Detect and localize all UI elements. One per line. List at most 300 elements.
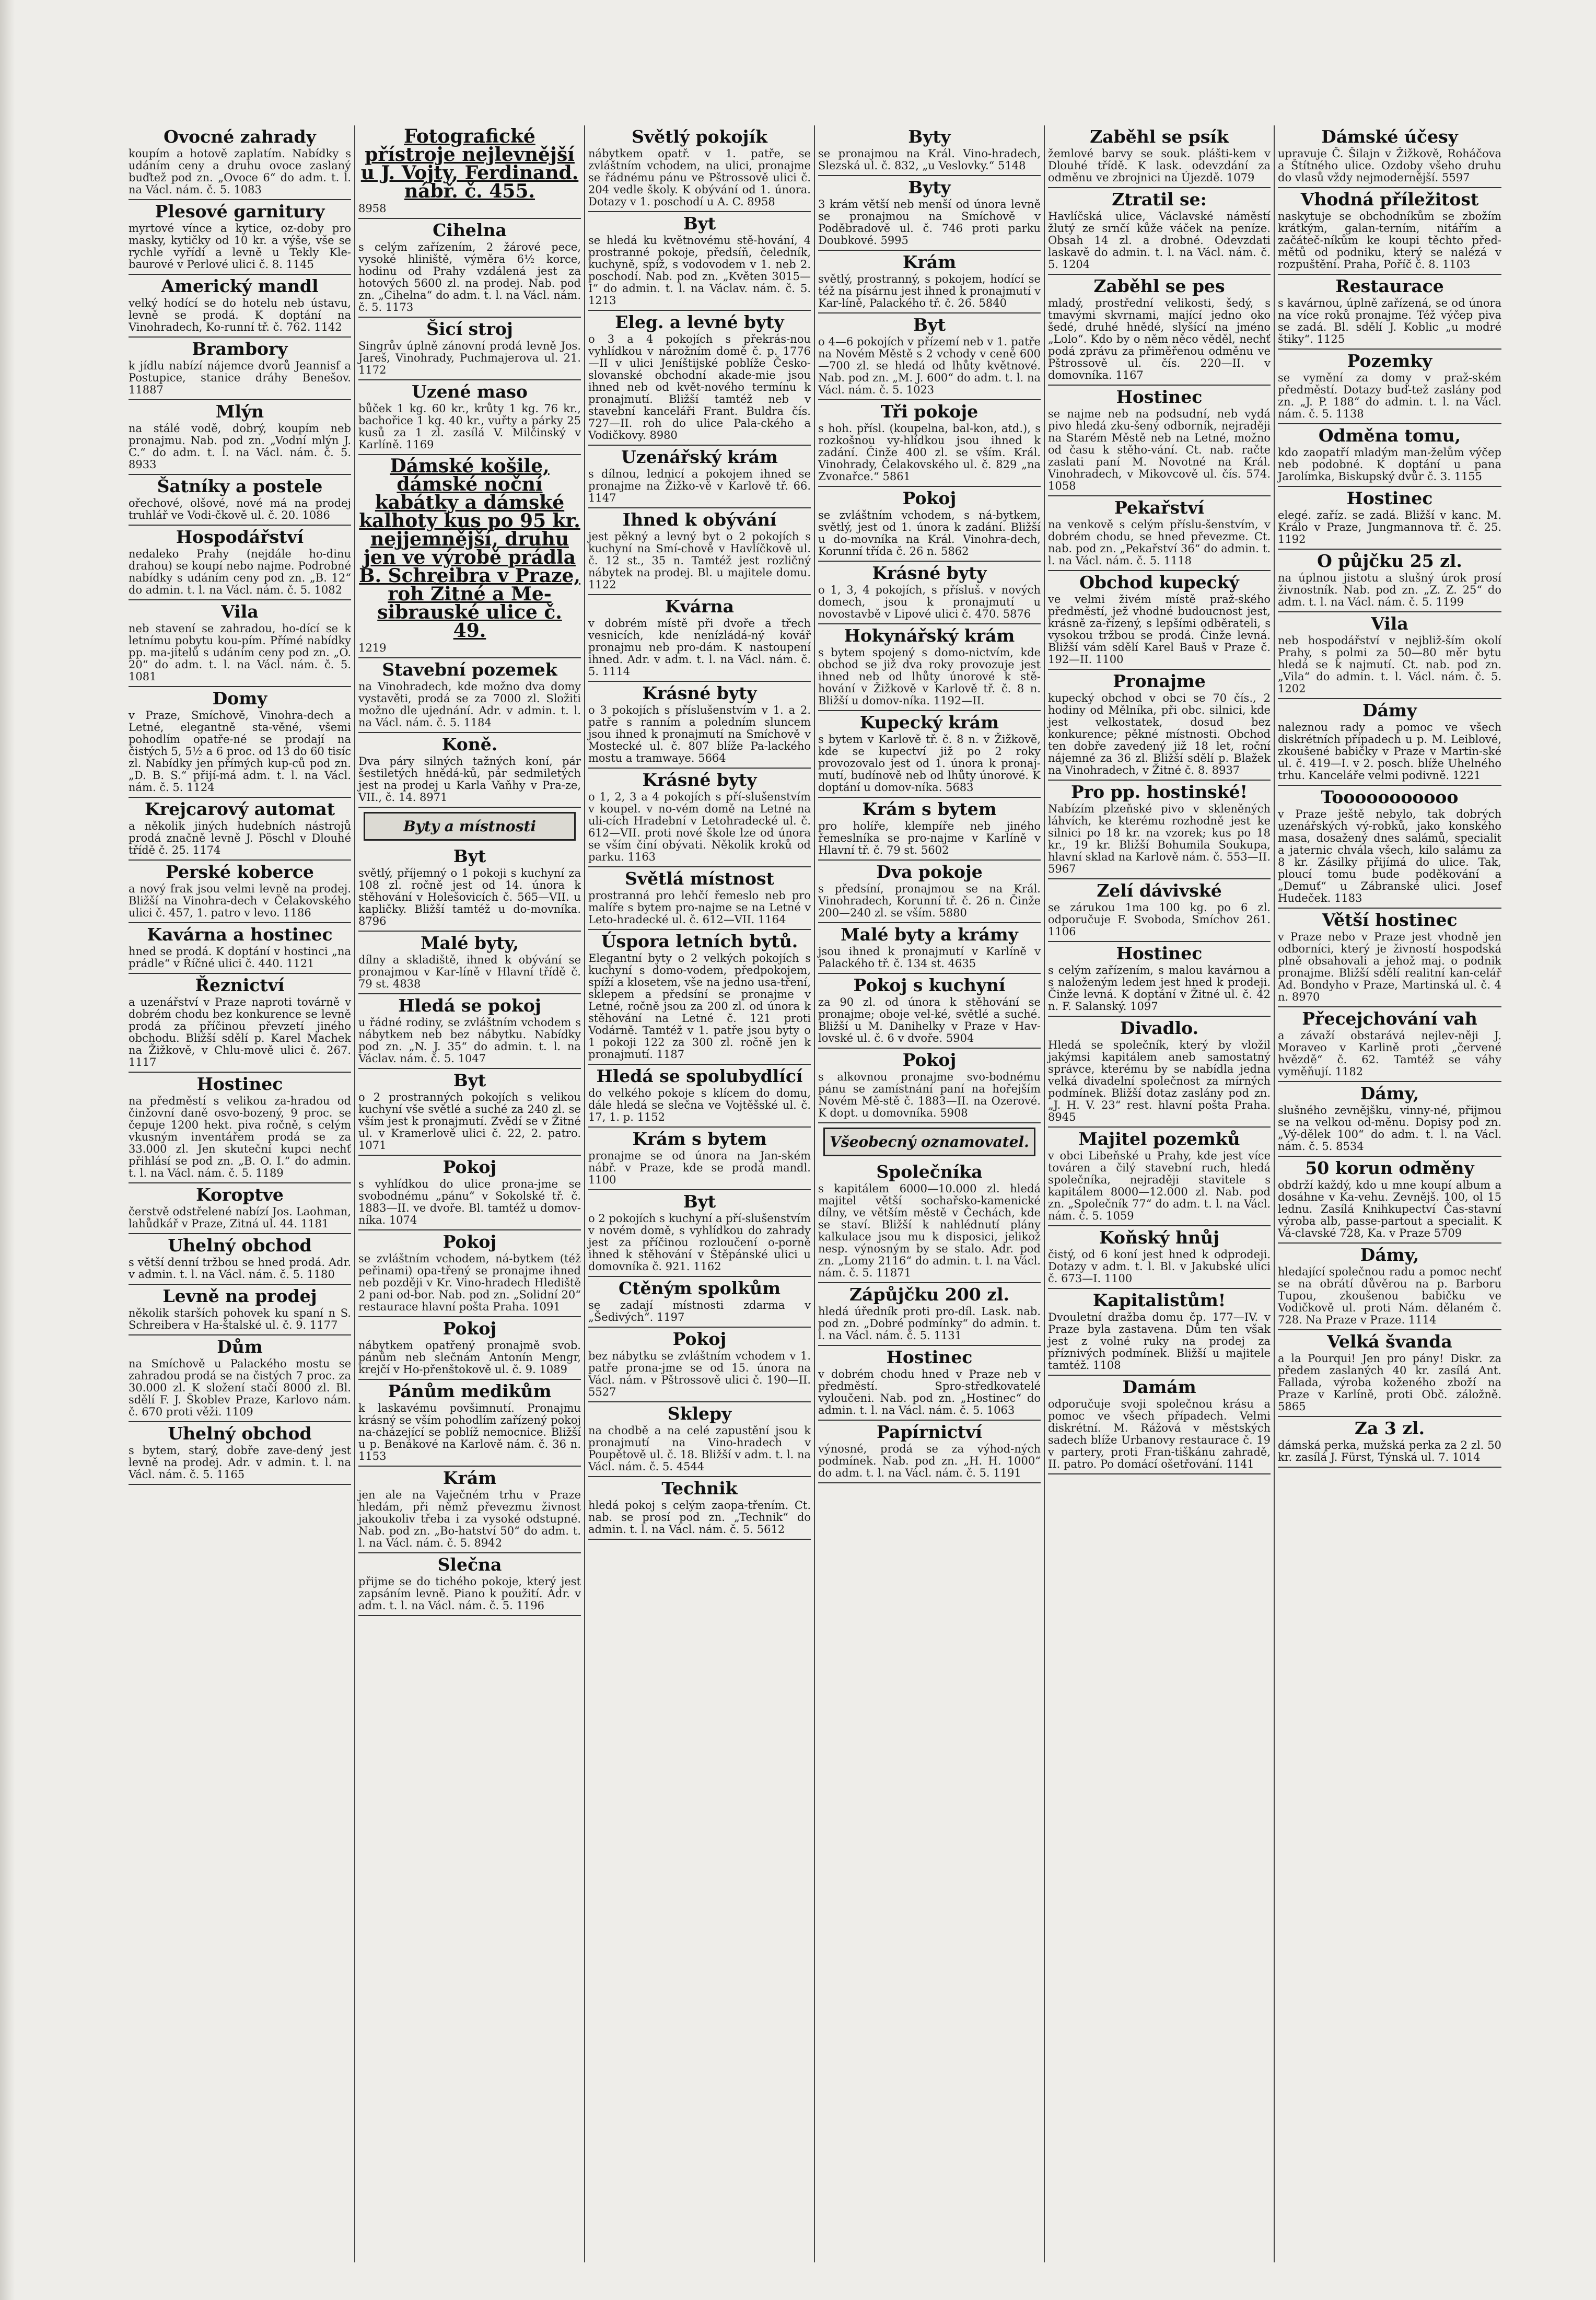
- ad-title: Za 3 zl.: [1354, 1418, 1425, 1438]
- ad-text: hledající společnou radu a pomoc nechť se na obrátí důvěrou na p. Barboru Tupou, zkoušenou babičku ve Vodičkově ul. proti Nám. dělaném č. 728. Na Praze v Praze. 1114: [1278, 1265, 1501, 1326]
- ad-text: do velkého pokoje s klícem do domu, dále hledá se slečna ve Vojtěšské ul. č. 17, 1. p. 1152: [588, 1087, 811, 1123]
- ad-title: O půjčku 25 zl.: [1317, 551, 1462, 571]
- ad-text: o 2 prostranných pokojích s velikou kuchyní vše světlé a suché za 240 zl. se vším jest k pronajmutí. Zvědí se v Žitné ul. v Kramerlově ulici č. 22, 2. patro. 1071: [358, 1091, 581, 1152]
- classified-ad: [1048, 942, 1271, 1017]
- classified-ad: [129, 861, 351, 923]
- ad-text: nábytkem opatřený pronajmě svob. pánům neb slečnám Antonín Mengr, krejčí v Ho-přenštokově ul. č. 9. 1089: [358, 1339, 581, 1376]
- classified-ad: [129, 923, 351, 974]
- ad-text: o 3 a 4 pokojích s překrás-nou vyhlídkou v nárožním domě č. p. 1776—II v ulici Jeníštijské poblíže Česko-slovanské obchodní akade-mie jsou ihned neb od květ-nového termínu k pronajmutí. Bližší tamtéž neb v stavební kanceláři Frant. Buldra čís. 727—II. roh do ulice Pala-ckého a Vodičkovy. 8980: [588, 333, 811, 442]
- column-5: [1045, 125, 1275, 2262]
- classified-ad: [1048, 879, 1271, 942]
- ad-title: Dva pokoje: [876, 862, 983, 882]
- classified-ad: [1278, 550, 1501, 612]
- ad-title: Světlý pokojík: [632, 126, 767, 147]
- classified-columns: [125, 125, 1505, 2262]
- ad-text: na předměstí s velikou za-hradou od činžovní daně osvo-bozený, 9 proc. se čepuje 1200 hekt. piva ročně, s celým vkusným inventářem prodá se za 33.000 zl. Jen skuteční kupci nechť přihlásí se pod zn. „B. O. I.“ do admin. t. l. na Václ. nám. č. 5. 1189: [129, 1095, 351, 1179]
- classified-ad: [358, 845, 581, 932]
- classified-ad: [818, 1160, 1041, 1283]
- ad-title: Kvárna: [665, 596, 734, 617]
- ad-title: Odměna tomu,: [1318, 425, 1461, 446]
- ad-title: Pokoj: [442, 1318, 497, 1339]
- classified-ad: [129, 400, 351, 475]
- classified-ad: [818, 798, 1041, 861]
- ad-text: k jídlu nabízí nájemce dvorů Jeannisf a Postupice, stanice dráhy Benešov. 11887: [129, 359, 351, 396]
- ad-text: neb hospodářství v nejbliž-ším okolí Prahy, s polmi za 50—80 měr bytu hledá se k najmutí. Ct. nab. pod zn. „Vila“ do admin. t. l. Václ. nám. č. 5. 1202: [1278, 634, 1501, 695]
- classified-ad: [129, 1422, 351, 1485]
- classified-ad: [358, 1069, 581, 1156]
- ad-title: Dámské účesy: [1321, 126, 1458, 147]
- ad-text: se zvláštním vchodem, s ná-bytkem, světlý, jest od 1. února k zadání. Bližší u do-movníka na Král. Vinohra-dech, Korunní třída č. 26 n. 5862: [818, 509, 1041, 557]
- ad-text: jsou ihned k pronajmutí v Karlíně v Palackého tř. č. 134 st. 4635: [818, 945, 1041, 970]
- ad-title: Plesové garnitury: [155, 201, 325, 222]
- classified-ad: [1048, 1289, 1271, 1376]
- classified-ad: [129, 600, 351, 687]
- classified-ad: [818, 251, 1041, 313]
- classified-ad: [1278, 188, 1501, 275]
- classified-ad: [129, 475, 351, 526]
- classified-ad: [1278, 786, 1501, 909]
- ad-title: Hokynářský krám: [844, 625, 1015, 646]
- ad-text: s kavárnou, úplně zařízená, se od února na více roků pronajme. Též výčep piva se zadá. Bl. sdělí J. Koblic „u modré štiky“. 1125: [1278, 297, 1501, 345]
- ad-text: a uzenářství v Praze naproti továrně v dobrém chodu bez konkurence se levně prodá za příčinou převzetí jiného obchodu. Bližší sdělí p. Karel Machek na Žižkově, v Chlu-mově ulici č. 267. 1117: [129, 996, 351, 1068]
- classified-ad: [129, 200, 351, 275]
- ad-title: Zápůjčku 200 zl.: [849, 1284, 1010, 1305]
- ad-text: dámská perka, mužská perka za 2 zl. 50 kr. zasílá J. Fürst, Týnská ul. 7. 1014: [1278, 1439, 1501, 1463]
- ad-title: Malé byty a krámy: [841, 924, 1018, 945]
- classified-ad: [588, 769, 811, 867]
- ad-title: Ovocné zahrady: [164, 126, 316, 147]
- ad-text: Dvouletní dražba domu čp. 177—IV. v Praze byla zastavena. Dům ten však jest z volné ruky na prodej za příznivých podmínek. Bližší u majitele tamtéž. 1108: [1048, 1311, 1271, 1372]
- ad-text: u řádné rodiny, se zvláštním vchodem s nábytkem neb bez nábytku. Nabídky pod zn. „N. J. 35“ do admin. t. l. na Václav. nám. č. 5. 1047: [358, 1016, 581, 1065]
- classified-ad: [1278, 909, 1501, 1007]
- ad-text: kdo zaopatří mladým man-želům výčep neb podobné. K doptání u pana Jarolímka, Biskupský dvůr č. 3. 1155: [1278, 446, 1501, 483]
- classified-ad: [1278, 487, 1501, 550]
- classified-ad: [1278, 1417, 1501, 1468]
- classified-ad: [1048, 1376, 1271, 1474]
- classified-ad: [1048, 571, 1271, 670]
- ad-text: pronajme se od února na Jan-ském nábř. v Praze, kde se prodá mandl. 1100: [588, 1149, 811, 1186]
- ad-title: Divadlo.: [1120, 1018, 1199, 1038]
- classified-ad: [1278, 125, 1501, 188]
- classified-ad: [818, 1346, 1041, 1421]
- classified-ad: [358, 1156, 581, 1230]
- classified-ad: [1048, 125, 1271, 188]
- ad-text: s dílnou, lednicí a pokojem ihned se pronajme na Žižko-vě v Karlově tř. 66. 1147: [588, 468, 811, 504]
- ad-text: se zárukou 1ma 100 kg. po 6 zl. odporučuje F. Svoboda, Smíchov 261. 1106: [1048, 901, 1271, 938]
- ad-text: kupecký obchod v obci se 70 čís., 2 hodiny od Mělníka, při obc. silnici, kde jest velkostatek, dosud bez konkurence; pěkné místnosti. Obchod ten dobře zavedený již 18 let, roční nájemné za 36 zl. Bližší sdělí p. Blažek na Vinohradech, v Žitné č. 8. 8937: [1048, 692, 1271, 776]
- classified-ad: [129, 338, 351, 400]
- classified-ad: [358, 125, 581, 219]
- classified-ad: [818, 562, 1041, 624]
- ad-text: o 1, 3, 4 pokojích, s přísluš. v nových domech, jsou k pronajmutí u novostavbě v Lipové ulici č. 470. 5876: [818, 584, 1041, 620]
- ad-text: s hoh. přísl. (koupelna, bal-kon, atd.), s rozkošnou vy-hlídkou jsou ihned k zadání. Činže 400 zl. se vším. Král. Vinohrady, Čelakovského ul. č. 829 „na Zvonařce.“ 5861: [818, 422, 1041, 483]
- ad-title: Stavební pozemek: [382, 659, 557, 680]
- ad-text: o 2 pokojích s kuchyní a pří-slušenstvím v novém domě, s vyhlídkou do zahrady jest za příčinou rozloučení o-porně ihned k stěhování v Štěpánské ulici u domovníka č. 921. 1162: [588, 1212, 811, 1273]
- classified-ad: [129, 1183, 351, 1234]
- ad-text: na Smíchově u Palackého mostu se zahradou prodá se na čistých 7 proc. za 30.000 zl. K složení stačí 8000 zl. Bl. sdělí F. J. Škoblev Praze, Karlovo nám. č. 670 proti věži. 1109: [129, 1357, 351, 1418]
- classified-ad: [129, 275, 351, 338]
- ad-text: světlý, příjemný o 1 pokoji s kuchyní za 108 zl. ročně jest od 14. února k stěhování v Holešovicích č. 565—VII. u kapličky. Bližší tamtéž u do-movníka. 8796: [358, 867, 581, 927]
- ad-text: s větší denní tržbou se hned prodá. Adr. v admin. t. l. na Václ. nám. č. 5. 1180: [129, 1256, 351, 1281]
- ad-title: Brambory: [192, 339, 288, 359]
- ad-title: Pozemky: [1347, 351, 1432, 371]
- ad-title: Tři pokoje: [880, 401, 978, 422]
- ad-title: Domy: [212, 688, 267, 708]
- ad-text: se zvláštním vchodem, ná-bytkem (též peřinami) opa-třený se pronajme ihned neb později v Kr. Vino-hradech Hlediště 2 pani od-bor. Nab. pod zn. „Solidní 20“ restaurace hlavní pošta Praha. 1091: [358, 1252, 581, 1313]
- classified-ad: [129, 125, 351, 200]
- classified-ad: [588, 1328, 811, 1402]
- ad-title: Pokoj s kuchyní: [853, 975, 1006, 995]
- ad-text: v Praze ještě nebylo, tak dobrých uzenářských vý-robků, jako konského masa, dosažený dnes salámů, specialit a jaternic chvála všech, kilo salámu za 8 kr. Zásilky přijímá do ulice. Tak, ploucí tomu bude poděkování a „Demuť“ u Zábranské ulici. Josef Hudeček. 1183: [1278, 808, 1501, 904]
- classified-ad: [818, 1283, 1041, 1346]
- ad-text: s bytem spojený s domo-nictvím, kde obchod se již dva roky provozuje jest ihned neb od lhůty únorové k stě-hování v Žižkově v Karlově tř. č. 8 n. Bližší u domov-níka. 1192—II.: [818, 646, 1041, 707]
- ad-title: Krám: [902, 252, 957, 272]
- classified-ad: [588, 212, 811, 311]
- column-6: [1275, 125, 1505, 2262]
- classified-ad: [818, 313, 1041, 400]
- ad-title: Eleg. a levné byty: [615, 312, 784, 332]
- ad-title: Americký mandl: [161, 276, 319, 296]
- ad-text: s alkovnou pronajme svo-bodnému pánu se zamístnání paní na hořejším Novém Mě-stě č. 1883—II. na Ozerové. K dopt. u domovníka. 5908: [818, 1071, 1041, 1119]
- ad-text: na úplnou jistotu a slušný úrok prosí živnostník. Nab. pod zn. „Z. Z. 25“ do adm. t. l. na Václ. nám. č. 5. 1199: [1278, 572, 1501, 608]
- ad-title: Pokoj: [442, 1232, 497, 1252]
- column-2: [355, 125, 585, 2262]
- classified-ad: [1278, 350, 1501, 424]
- classified-ad: [1278, 699, 1501, 786]
- ad-title: Byt: [453, 846, 486, 866]
- ad-text: s kapitálem 6000—10.000 zl. hledá majitel větší sochařsko-kamenické dílny, ve větším městě v Čechách, kde se staví. Bližší k nahlédnutí plány kalkulace jsou mu k disposici, jelikož nesp. výnosným by se stalo. Adr. pod zn. „Lomy 2116“ do admin. t. l. na Václ. nám. č. 5. 11871: [818, 1182, 1041, 1279]
- ad-text: bůček 1 kg. 60 kr., krůty 1 kg. 76 kr., bachořice 1 kg. 40 kr., vuřty a párky 25 kusů za 1 zl. zasílá V. Milčinský v Karlíně. 1169: [358, 402, 581, 451]
- ad-title: Byt: [683, 213, 716, 234]
- ad-text: s celým zařízením, 2 žárové pece, vysoké hliniště, výměra 6½ korce, hodinu od Prahy vzdálená jest za hotových 5600 zl. na prodej. Nab. pod zn. „Cihelna“ do adm. t. l. na Václ. nám. č. 5. 1173: [358, 241, 581, 313]
- ad-text: dílny a skladiště, ihned k obývání se pronajmou v Kar-líně v Hlavní třídě č. 79 st. 4838: [358, 954, 581, 990]
- ad-title: Byt: [453, 1070, 486, 1090]
- ad-text: světlý, prostranný, s pokojem, hodící se též na písárnu jest ihned k pronajmutí v Kar-líně, Palackého tř. č. 26. 5840: [818, 273, 1041, 309]
- ad-text: hledá pokoj s celým zaopa-třením. Ct. nab. se prosí pod zn. „Technik“ do admin. t. l. na Václ. nám. č. 5. 5612: [588, 1499, 811, 1536]
- ad-title: Velká švanda: [1327, 1331, 1452, 1352]
- ad-title: Větší hostinec: [1322, 910, 1458, 930]
- ad-text: s vyhlídkou do ulice prona-jme se svobodnému „pánu“ v Sokolské tř. č. 1883—II. ve dvoře. Bl. tamtéž u domov-níka. 1074: [358, 1178, 581, 1226]
- ad-text: nedaleko Prahy (nejdále ho-dinu drahou) se koupí nebo najme. Podrobné nabídky s udáním ceny pod zn. „B. 12“ do admin. t. l. na Václ. nám. č. 5. 1082: [129, 548, 351, 596]
- classified-ad: [818, 1421, 1041, 1483]
- ad-text: s bytem v Karlově tř. č. 8 n. v Žižkově, kde se kupectví již po 2 roky provozovalo jest od 1. února k pronaj-mutí, budínově neb od lhůty únorové. K doptání u domov-níka. 5683: [818, 733, 1041, 794]
- ad-text: se vymění za domy v praž-ském předměstí. Dotazy buď-tež zaslány pod zn. „J. P. 188“ do admin. t. l. na Václ. nám. č. 5. 1138: [1278, 371, 1501, 420]
- ad-title: Dům: [217, 1337, 263, 1357]
- ad-title: Krejcarový automat: [145, 799, 335, 819]
- ad-title: Dámské košile, dámské noční kabátky a dámské kalhoty kus po 95 kr. nejjemnější, druhu jen ve výrobě prádla B. Schreibra v Praze, roh Žitné a Me-sibrauské ulice č. 49.: [359, 455, 580, 642]
- ad-text: v Praze, Smíchově, Vinohra-dech a Letné, elegantně sta-věné, všemi pohodlím opatře-né se prodají na čistých 5, 5½ a 6 proc. od 13 do 60 tisíc zl. Nabídky jen přímých kup-ců pod zn. „D. B. S.“ přijí-má adm. t. l. na Václ. nám. č. 5. 1124: [129, 709, 351, 794]
- ad-title: Šicí stroj: [426, 319, 513, 339]
- ad-title: Hostinec: [1346, 488, 1433, 508]
- classified-ad: [358, 994, 581, 1069]
- ad-text: a la Pourqui! Jen pro pány! Diskr. za předem zaslaných 40 kr. zasílá Ant. Fallada, výroba koženého zboží na Praze v Karlíně, proti Obč. záložně. 5865: [1278, 1352, 1501, 1413]
- ad-text: myrtové vínce a kytice, oz-doby pro masky, kytičky od 10 kr. a výše, vše se rychle vyřídí a levně u Tekly Kle-baurové v Perlové ulici č. 8. 1145: [129, 222, 351, 271]
- ad-title: Hostinec: [1116, 943, 1203, 963]
- classified-ad: [1048, 275, 1271, 386]
- column-1: [125, 125, 355, 2262]
- ad-text: se zadají místnosti zdarma v „Šedivých“. 1197: [588, 1299, 811, 1323]
- classified-ad: [129, 1073, 351, 1183]
- ad-title: Majitel pozemků: [1078, 1129, 1240, 1149]
- classified-ad: [358, 1380, 581, 1467]
- ad-title: Obchod kupecký: [1079, 572, 1239, 593]
- ad-text: bez nábytku se zvláštním vchodem v 1. patře prona-jme se od 15. února na Václ. nám. v Pštrossově ulici č. 190—II. 5527: [588, 1350, 811, 1398]
- ad-text: přijme se do tichého pokoje, který jest zapsáním levně. Piano k použití. Adr. v adm. t. l. na Václ. nám. č. 5. 1196: [358, 1575, 581, 1612]
- classified-ad: [588, 595, 811, 682]
- classified-ad: [1278, 1007, 1501, 1082]
- ad-title: Pokoj: [902, 1050, 957, 1070]
- classified-ad: [818, 125, 1041, 176]
- ad-title: Společníka: [876, 1161, 983, 1182]
- ad-text: naskytuje se obchodníkům se zbožím krátkým, galan-terním, nitářím a začáteč-níkům ke koupi těchto před-mětů od podniku, který se nalézá v rozpuštění. Praha, Poříč č. 8. 1103: [1278, 210, 1501, 271]
- ad-title: Kupecký krám: [859, 712, 999, 733]
- classified-ad: [588, 1065, 811, 1128]
- classified-ad: [129, 1335, 351, 1422]
- ad-title: Uhelný obchod: [168, 1235, 312, 1256]
- classified-ad: [588, 867, 811, 930]
- classified-ad: [818, 176, 1041, 251]
- ad-title: Perské koberce: [166, 862, 314, 882]
- ad-text: v dobrém místě při dvoře a třech vesnicích, kde nenízládá-ný kovář pronajmu neb pro-dám. K nastoupení ihned. Adr. v adm. t. l. na Václ. nám. č. 5. 1114: [588, 617, 811, 678]
- ad-title: Koňský hnůj: [1099, 1227, 1219, 1248]
- ad-text: nábytkem opatř. v 1. patře, se zvláštním vchodem, na ulici, pronajme se řádnému pánu ve Pštrossově ulici č. 204 vedle školy. K obývání od 1. února. Dotazy v 1. poschodí u A. C. 8958: [588, 147, 811, 208]
- classified-ad: [588, 1477, 811, 1540]
- ad-text: s celým zařízením, s malou kavárnou a s naloženým ledem jest hned k prodeji. Činže levná. K doptání v Žitné ul. č. 42 n. F. Salanský. 1097: [1048, 964, 1271, 1013]
- ad-title: Pokoj: [442, 1157, 497, 1177]
- classified-ad: [818, 923, 1041, 974]
- ad-title: Hledá se pokoj: [398, 995, 541, 1016]
- ad-text: za 90 zl. od února k stěhování se pronajme; oboje vel-ké, světlé a suché. Bližší u M. Danihelky v Praze v Hav-lovské ul. č. 6 v dvoře. 5904: [818, 996, 1041, 1044]
- ad-text: mladý, prostřední velikosti, šedý, s tmavými skvrnami, mající jedno oko šedé, druhé hnědé, slyšící na jméno „Lolo“. Kdo by o něm něco věděl, nechť podá zprávu za přiměřenou odměnu ve Pštrossově ul. čís. 220—II. v domovníka. 1167: [1048, 297, 1271, 381]
- ad-title: Vila: [1371, 613, 1408, 634]
- classified-ad: [1048, 1226, 1271, 1289]
- ad-title: Zaběhl se pes: [1093, 276, 1225, 296]
- ad-title: Kavárna a hostinec: [147, 924, 333, 945]
- ad-text: v Praze nebo v Praze jest vhodně jen odborníci, který je živností hospodská plně obsahovali a jehož maj. o podnik pronajme. Bližší sdělí realitní kan-celář Ad. Bondyho v Praze, Martinská ul. č. 4 n. 8970: [1278, 931, 1501, 1003]
- classified-ad: [358, 1467, 581, 1553]
- ad-text: hledá úředník proti pro-díl. Lask. nab. pod zn. „Dobré podmínky“ do admin. t. l. na Václ. nám. č. 5. 1131: [818, 1305, 1041, 1342]
- ad-text: výnosné, prodá se za výhod-ných podmínek. Nab. pod zn. „H. H. 1000“ do adm. t. l. na Václ. nám. č. 5. 1191: [818, 1443, 1041, 1479]
- ad-title: Pro pp. hostinské!: [1070, 782, 1248, 802]
- ad-title: Krám: [442, 1468, 497, 1488]
- ad-text: Hledá se společník, který by vložil jakýmsi kapitálem aneb samostatný správce, kterému by se nabídla jedna velká divadelní společnost za mírných podmínek. Bližší dotaz zaslány pod zn. „J. H. V. 23“ rest. hlavní pošta Praha. 8945: [1048, 1039, 1271, 1123]
- classified-ad: [1048, 670, 1271, 781]
- ad-title: Koně.: [441, 734, 498, 754]
- ad-title: Řeznictví: [195, 975, 285, 995]
- classified-ad: [1048, 1128, 1271, 1226]
- classified-ad: [588, 446, 811, 508]
- ad-title: Pokoj: [902, 488, 957, 508]
- ad-text: žemlové barvy se souk. plášti-kem v Dlouhé třídě. K lask. odevzdání za odměnu ve zbrojnici na Újezdě. 1079: [1048, 147, 1271, 184]
- classified-ad: [129, 974, 351, 1073]
- classified-ad: [588, 125, 811, 212]
- ad-title: Uzenářský krám: [621, 447, 778, 467]
- ad-title: Krám s bytem: [632, 1129, 767, 1149]
- ad-text: odporučuje svoji společnou krásu a pomoc ve všech případech. Velmi diskrétní. M. Rážová v městských sadech blíže Urbanovy restaurace č. 19 v partery, proti Fran-tiškánu zahradě, II. patro. Po domácí ošetřování. 1141: [1048, 1398, 1271, 1470]
- classified-ad: [588, 1190, 811, 1277]
- section-heading-box: Byty a místnosti: [364, 812, 576, 841]
- classified-ad: [1048, 188, 1271, 275]
- ad-title: Hospodářství: [176, 527, 304, 547]
- ad-text: jen ale na Vaječném trhu v Praze hledám, při němž převezmu živnost jakoukoliv třeba i za vysoké odstupné. Nab. pod zn. „Bo-hatství 50“ do adm. t. l. na Václ. nám. č. 5. 8942: [358, 1489, 581, 1549]
- classified-ad: [818, 861, 1041, 923]
- classified-ad: [588, 930, 811, 1065]
- ad-title: Krásné byty: [872, 563, 987, 583]
- ad-text: s bytem, starý, dobře zave-dený jest levně na prodej. Adr. v admin. t. l. na Václ. nám. č. 5. 1165: [129, 1444, 351, 1481]
- classified-ad: [358, 455, 581, 658]
- classified-ad: [588, 1277, 811, 1328]
- ad-text: Havlíčská ulice, Václavské náměstí žlutý ze srnčí kůže váček na peníze. Obsah 14 zl. a drobné. Odevzdati laskavě do admin. t. l. na Václ. nám. č. 5. 1204: [1048, 210, 1271, 271]
- classified-ad: [358, 1317, 581, 1380]
- classified-ad: [358, 219, 581, 318]
- ad-title: Levně na prodej: [162, 1286, 317, 1306]
- ad-text: na chodbě a na celé zapustění jsou k pronajmutí na Vino-hradech v Poupětově ul. č. 18. Bližší v adm. t. l. na Václ. nám. č. 5. 4544: [588, 1424, 811, 1473]
- ad-text: na stálé vodě, dobrý, koupím neb pronajmu. Nab. pod zn. „Vodní mlýn J. C.“ do adm. t. l. na Václ. nám. č. 5. 8933: [129, 422, 351, 471]
- ad-text: s předsíní, pronajmou se na Král. Vinohradech, Korunní tř. č. 26 n. Činže 200—240 zl. se vším. 5880: [818, 882, 1041, 919]
- ad-text: a několik jiných hudebních nástrojů prodá značně levně J. Pöschl v Dlouhé třídě č. 25. 1174: [129, 820, 351, 856]
- ad-text: o 4—6 pokojích v přízemí neb v 1. patře na Novém Městě s 2 vchody v ceně 600—700 zl. se hledá od lhůty květnové. Nab. pod zn. „M. J. 600“ do adm. t. l. na Václ. nám. č. 5. 1023: [818, 335, 1041, 396]
- classified-ad: [129, 526, 351, 600]
- classified-ad: [588, 1128, 811, 1190]
- ad-title: Hostinec: [196, 1074, 283, 1094]
- ad-text: se hledá ku květnovému stě-hování, 4 prostranné pokoje, předsíň, čeledník, kuchyně, spíž, s vodovodem v 1. neb 2. poschodí. Nab. pod zn. „Květen 3015—I“ do admin. t. l. na Václav. nám. č. 5. 1213: [588, 234, 811, 307]
- section-heading-box: Všeobecný oznamovatel.: [823, 1128, 1035, 1156]
- classified-ad: [129, 1234, 351, 1285]
- ad-title: Mlýn: [215, 401, 264, 422]
- ad-title: Hostinec: [886, 1347, 973, 1367]
- ad-title: Dámy,: [1360, 1245, 1419, 1265]
- ad-title: Vhodná příležitost: [1300, 189, 1479, 210]
- ad-title: Pokoj: [672, 1329, 727, 1349]
- classified-ad: [1048, 1017, 1271, 1128]
- ad-title: Hostinec: [1116, 387, 1203, 407]
- classified-ad: [129, 687, 351, 798]
- classified-ad: [1278, 1330, 1501, 1417]
- ad-title: Ctěným spolkům: [618, 1278, 781, 1298]
- classified-ad: [818, 624, 1041, 711]
- classified-ad: [358, 318, 581, 380]
- ad-title: Byty: [908, 126, 951, 147]
- ad-title: Uhelný obchod: [168, 1423, 312, 1444]
- classified-ad: [588, 682, 811, 769]
- classified-ad: [129, 798, 351, 861]
- ad-text: velký hodící se do hotelu neb ústavu, levně se prodá. K doptání na Vinohradech, Ko-runní tř. č. 762. 1142: [129, 297, 351, 333]
- ad-text: 3 krám větší neb menší od února levně se pronajmou na Smíchově v Poděbradově ul. č. 746 proti parku Doubkové. 5995: [818, 198, 1041, 247]
- ad-title: Sklepy: [667, 1403, 732, 1424]
- ad-text: se pronajmou na Král. Vino-hradech, Slezská ul. č. 832, „u Veslovky.“ 5148: [818, 147, 1041, 172]
- classified-ad: [129, 1285, 351, 1335]
- classified-ad: [358, 733, 581, 808]
- ad-title: 50 korun odměny: [1305, 1158, 1474, 1178]
- ad-title: Pánům medikům: [388, 1381, 552, 1401]
- ad-text: se najme neb na podsudní, neb vydá pivo hledá zku-šený odborník, nejraději na Starém Městě neb na Letné, možno od času k stěho-vání. Ct. nab. račte zaslati paní M. Novotné na Král. Vinohradech, v Mikovcově ul. čís. 574. 1058: [1048, 408, 1271, 492]
- classified-ad: [588, 311, 811, 446]
- ad-text: 1219: [358, 642, 387, 654]
- ad-text: o 1, 2, 3 a 4 pokojích s pří-slušenstvím v koupel. v no-vém domě na Letné na uli-cích Hradební v Letohradecké ul. č. 612—VII. proti nové škole lze od února se vším činí obývati. Několik kroků od parku. 1163: [588, 791, 811, 863]
- classified-ad: [818, 711, 1041, 798]
- classified-ad: [1278, 1244, 1501, 1330]
- ad-text: prostranná pro lehčí řemeslo neb pro malíře s bytem pro-najme se na Letné v Leto-hradecké ul. č. 612—VII. 1164: [588, 889, 811, 926]
- ad-title: Hledá se spolubydlící: [596, 1066, 803, 1086]
- ad-text: čistý, od 6 koní jest hned k odprodeji. Dotazy v adm. t. l. Bl. v Jakubské ulici č. 673—I. 1100: [1048, 1248, 1271, 1285]
- ad-title: Slečna: [437, 1554, 502, 1575]
- ad-text: neb stavení se zahradou, ho-dící se k letnímu pobytu kou-pím. Přímé nabídky pp. ma-jitelů s udáním ceny pod zn. „O. 20“ do adm. t. l. na Václ. nám. č. 5. 1081: [129, 622, 351, 683]
- ad-text: ořechové, olšové, nové má na prodej truhlář ve Vodi-čkově ul. č. 20. 1086: [129, 497, 351, 521]
- ad-title: Uzené maso: [412, 381, 528, 402]
- ad-title: Šatníky a postele: [157, 476, 323, 496]
- classified-ad: [358, 1553, 581, 1616]
- ad-text: několik starších pohovek ku spaní n S. Schreibera v Ha-štalské ul. č. 9. 1177: [129, 1307, 351, 1331]
- ad-text: koupím a hotově zaplatím. Nabídky s udáním ceny a druhu ovoce zaslaný buďtež pod zn. „Ovoce 6“ do adm. t. l. na Václ. nám. č. 5. 1083: [129, 147, 351, 196]
- ad-text: na Vinohradech, kde možno dva domy vystavěti, prodá se za 7000 zl. Složiti možno dle ujednání. Adr. v admin. t. l. na Václ. nám. č. 5. 1184: [358, 680, 581, 729]
- ad-text: Dva páry silných tažných koní, pár šestiletých hnědá-ků, pár sedmiletých jest na prodej u Karla Vaňhy v Pra-ze, VII., č. 14. 8971: [358, 755, 581, 804]
- ad-title: Přecejchování vah: [1302, 1008, 1477, 1029]
- ad-title: Restaurace: [1335, 276, 1444, 296]
- ad-title: Pronajme: [1113, 671, 1206, 691]
- classified-ad: [358, 380, 581, 455]
- classified-ad: [1048, 386, 1271, 496]
- ad-text: jest pěkný a levný byt o 2 pokojích s kuchyní na Smí-chově v Havlíčkově ul. č. 12 st., 35 n. Tamtéž jest rozličný nábytek na prodej. Bl. u majitele domu. 1122: [588, 530, 811, 591]
- ad-text: elegé. zaříz. se zadá. Bližší v kanc. M. Králo v Praze, Jungmannova tř. č. 25. 1192: [1278, 509, 1501, 545]
- ad-text: naleznou rady a pomoc ve všech diskrétních případech u p. M. Leiblové, zkoušené babičky v Praze v Martin-ské ul. č. 419—I. v 2. posch. blíže Uhelného trhu. Kanceláře velmi podivně. 1221: [1278, 721, 1501, 782]
- column-3: [585, 125, 815, 2262]
- ad-text: na venkově s celým příslu-šenstvím, v dobrém chodu, se hned převezme. Ct. nab. pod zn. „Pekařství 36“ do admin. t. l. na Václ. nám. č. 5. 1118: [1048, 518, 1271, 567]
- ad-title: Pekařství: [1114, 497, 1205, 518]
- ad-text: Singrův úplně zánovní prodá levně Jos. Jareš, Vinohrady, Puchmajerova ul. 21. 1172: [358, 340, 581, 376]
- ad-text: čerstvě odstřelené nabízí Jos. Laohman, lahůdkář v Praze, Zitná ul. 44. 1181: [129, 1205, 351, 1230]
- classified-ad: [818, 400, 1041, 487]
- ad-text: obdrží každý, kdo u mne koupí album a dosáhne v Ka-vehu. Zevnějš. 100, ol 15 lednu. Zasílá Knihkupectví Čas-stavní výroba alb, passe-partout a specialit. K Vá-clavské 728, Ka. v Praze 5709: [1278, 1179, 1501, 1239]
- ad-text: ve velmi živém místě praž-ského předměstí, jež vhodné budoucnost jest, krásně za-řízený, s lepšími odběrateli, s vysokou tržbou se prodá. Činže levná. Bližší vám sdělí Karel Bauš v Praze č. 192—II. 1100: [1048, 593, 1271, 666]
- classified-ad: [1048, 781, 1271, 879]
- ad-title: Krásné byty: [642, 683, 757, 703]
- classified-ad: [588, 508, 811, 595]
- classified-ad: [1048, 496, 1271, 571]
- ad-title: Ihned k obývání: [622, 509, 777, 530]
- ad-text: hned se prodá. K doptání v hostinci „na prádle“ v Říčné ulici č. 440. 1121: [129, 945, 351, 970]
- ad-title: Byt: [683, 1191, 716, 1212]
- ad-title: Zaběhl se psík: [1090, 126, 1229, 147]
- column-4: [815, 125, 1045, 2262]
- ad-title: Dámy: [1362, 700, 1417, 721]
- ad-title: Technik: [661, 1478, 738, 1499]
- ad-title: Kapitalistům!: [1092, 1290, 1226, 1310]
- ad-title: Světlá místnost: [625, 868, 774, 889]
- ad-text: a nový frak jsou velmi levně na prodej. Bližší na Vinohra-dech v Čelakovského ulici č. 457, 1. patro v levo. 1186: [129, 882, 351, 919]
- ad-text: v dobrém chodu hned v Praze neb v předměstí. Spro-středkovatelé vyloučeni. Nab. pod zn. „Hostinec“ do admin. t. l. na Václ. nám. č. 5. 1063: [818, 1368, 1041, 1416]
- ad-title: Byty: [908, 177, 951, 198]
- classified-ad: [1278, 275, 1501, 350]
- ad-title: Krásné byty: [642, 770, 757, 790]
- ad-text: slušného zevnějšku, vinny-né, přijmou se na velkou od-měnu. Dopisy pod zn. „Vý-dělek 100“ do adm. t. l. na Václ. nám. č. 5. 8534: [1278, 1104, 1501, 1153]
- ad-text: Nabízím plzeňské pivo v skleněných láhvích, ke kterému rozhodně jest ke silnici po 18 kr. na vzorek; kus po 18 kr., 19 kr. Bližší Bohumila Soukupa, hlavní sklad na Karlově nám. č. 553—II. 5967: [1048, 803, 1271, 875]
- ad-text: 8958: [358, 202, 387, 215]
- ad-text: upravuje Č. Šilajn v Žižkově, Roháčova a Štítného ulice. Ozdoby všeho druhu do vlasů vždy nejmodernější. 5597: [1278, 147, 1501, 184]
- ad-title: Dámy,: [1360, 1083, 1419, 1103]
- ad-text: a závaží obstarává nejlev-něji J. Moraveo v Karlině proti „červené hvězdě“ č. 62. Tamtéž se váhy vyměňují. 1182: [1278, 1029, 1501, 1078]
- ad-title: Damám: [1122, 1377, 1196, 1397]
- classified-ad: [818, 974, 1041, 1049]
- page-edge-shadow: [0, 0, 15, 2300]
- ad-title: Papírnictví: [877, 1422, 982, 1442]
- ad-title: Byt: [913, 315, 946, 335]
- classified-ad: [1278, 1082, 1501, 1157]
- classified-ad: [358, 932, 581, 994]
- ad-text: k laskavému povšimnutí. Pronajmu krásný se vším pohodlím zařízený pokoj na-cházející se poblíž nemocnice. Bližší u p. Benákové na Karlově nám. č. 36 n. 1153: [358, 1402, 581, 1462]
- ad-text: v obci Libeňské u Prahy, kde jest více továren a čilý stavební ruch, hledá společníka, nejraději stavitele s kapitálem 8000—12.000 zl. Nab. pod zn. „Společník 77“ do adm. t. l. na Václ. nám. č. 5. 1059: [1048, 1149, 1271, 1222]
- ad-title: Fotografické přístroje nejlevnější u J. Vojty, Ferdinand. nábř. č. 455.: [360, 125, 579, 202]
- classified-ad: [818, 1049, 1041, 1123]
